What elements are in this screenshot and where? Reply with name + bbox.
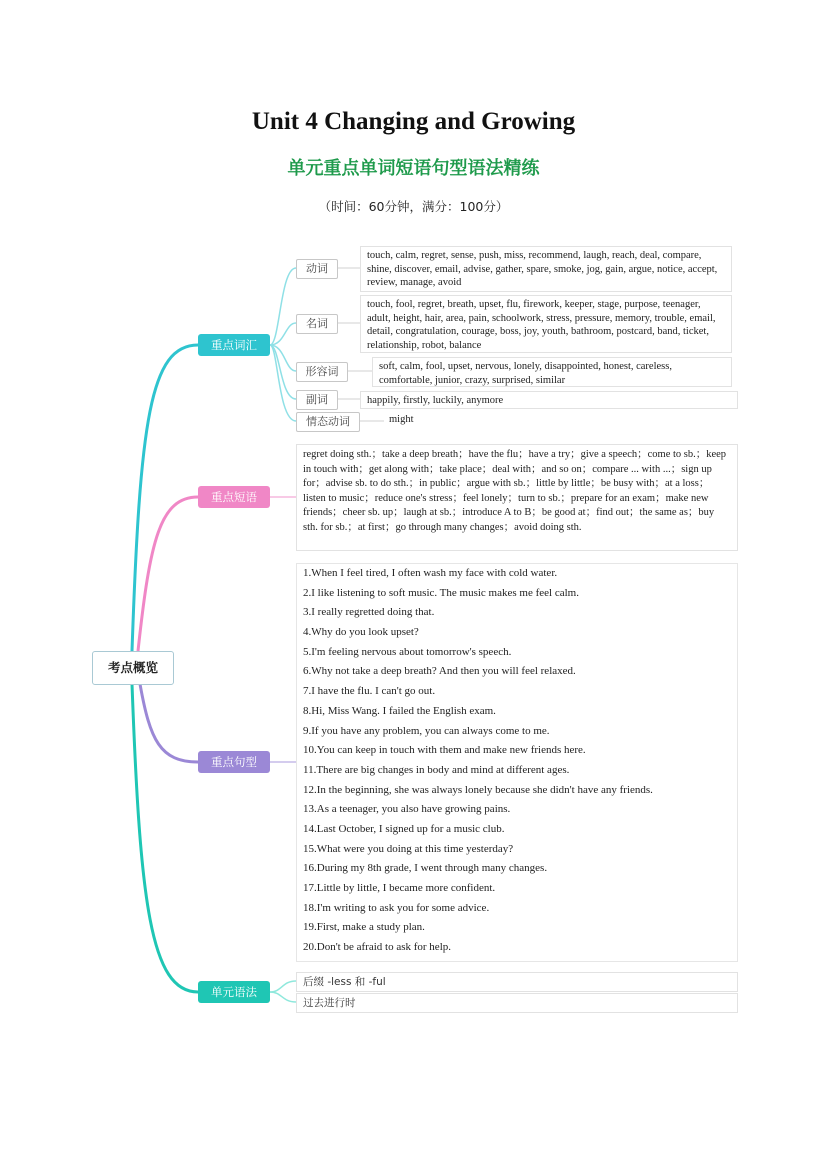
tag-adjective: 形容词 xyxy=(296,362,348,382)
list-item: 19.First, make a study plan. xyxy=(303,921,425,934)
list-item: 6.Why not take a deep breath? And then you will feel relaxed. xyxy=(303,665,576,678)
vocab-adverbs: happily, firstly, luckily, anymore xyxy=(360,391,738,409)
list-item: 11.There are big changes in body and mind at different ages. xyxy=(303,763,570,776)
time-note: （时间：60分钟，满分：100分） xyxy=(318,199,509,214)
list-item: 8.Hi, Miss Wang. I failed the English exam. xyxy=(303,704,496,717)
vocab-nouns: touch, fool, regret, breath, upset, flu, firework, keeper, stage, purpose, teenager, adult, height, hair, area, pain, schoolwork, stress, pressure, memory, trouble, email, detail, congratulation, courage, boss, joy, youth, bathroom, postcard, band, ticket, relationship, robot, balance xyxy=(360,295,732,353)
page-title: Unit 4 Changing and Growing xyxy=(251,108,576,135)
vocab-adjectives: soft, calm, fool, upset, nervous, lonely, disappointed, honest, careless, comfortable, junior, crazy, surprised, similar xyxy=(372,357,732,387)
tag-adverb: 副词 xyxy=(296,390,338,410)
list-item: 10.You can keep in touch with them and make new friends here. xyxy=(303,744,586,757)
page-subtitle: 单元重点单词短语句型语法精练 xyxy=(287,158,540,179)
mindmap-root: 考点概览 xyxy=(92,651,174,685)
tag-verb: 动词 xyxy=(296,259,338,279)
vocab-verbs: touch, calm, regret, sense, push, miss, recommend, laugh, reach, deal, compare, shine, discover, email, advise, gather, spare, smoke, jog, gain, argue, notice, accept, review, manage, avoid xyxy=(360,246,732,292)
grammar-item-suffix: 后缀 -less 和 -ful xyxy=(296,972,738,992)
list-item: 2.I like listening to soft music. The music makes me feel calm. xyxy=(303,586,579,599)
branch-grammar: 单元语法 xyxy=(198,981,270,1003)
list-item: 12.In the beginning, she was always lonely because she didn't have any friends. xyxy=(303,783,653,796)
list-item: 13.As a teenager, you also have growing pains. xyxy=(303,803,511,816)
list-item: 4.Why do you look upset? xyxy=(303,626,419,639)
tag-noun: 名词 xyxy=(296,314,338,334)
branch-sentences: 重点句型 xyxy=(198,751,270,773)
sentences-list xyxy=(296,563,738,962)
list-item: 17.Little by little, I became more confident. xyxy=(303,882,496,894)
grammar-item-past-progressive: 过去进行时 xyxy=(296,993,738,1013)
list-item: 16.During my 8th grade, I went through many changes. xyxy=(303,862,548,875)
list-item: 14.Last October, I signed up for a music club. xyxy=(303,822,505,835)
list-item: 1.When I feel tired, I often wash my face with cold water. xyxy=(303,567,558,579)
vocab-modal-verbs: might xyxy=(389,414,414,425)
tag-modal-verb: 情态动词 xyxy=(296,412,360,432)
list-item: 5.I'm feeling nervous about tomorrow's speech. xyxy=(303,645,512,658)
list-item: 18.I'm writing to ask you for some advice. xyxy=(303,901,490,914)
phrases-list: regret doing sth.；take a deep breath；have the flu；have a try；give a speech；come to sb.；keep in touch with；get along with；take place；deal with；and so on；compare ... with ...；sign up for；advise sb. to do sth.；in public；argue with sb.；little by little；be busy with；at a loss；listen to music；reduce one's stress；feel lonely；turn to sb.；prepare for an exam；make new friends；cheer sb. up；laugh at sb.；introduce A to B；be good at；find out；the same as；buy sth. for sb.；at first；go through many changes；avoid doing sth. xyxy=(296,444,738,551)
list-item: 9.If you have any problem, you can always come to me. xyxy=(303,724,550,737)
branch-phrases: 重点短语 xyxy=(198,486,270,508)
list-item: 7.I have the flu. I can't go out. xyxy=(303,685,436,698)
list-item: 20.Don't be afraid to ask for help. xyxy=(303,941,451,954)
list-item: 3.I really regretted doing that. xyxy=(303,606,435,619)
branch-vocab: 重点词汇 xyxy=(198,334,270,356)
list-item: 15.What were you doing at this time yesterday? xyxy=(303,842,514,855)
